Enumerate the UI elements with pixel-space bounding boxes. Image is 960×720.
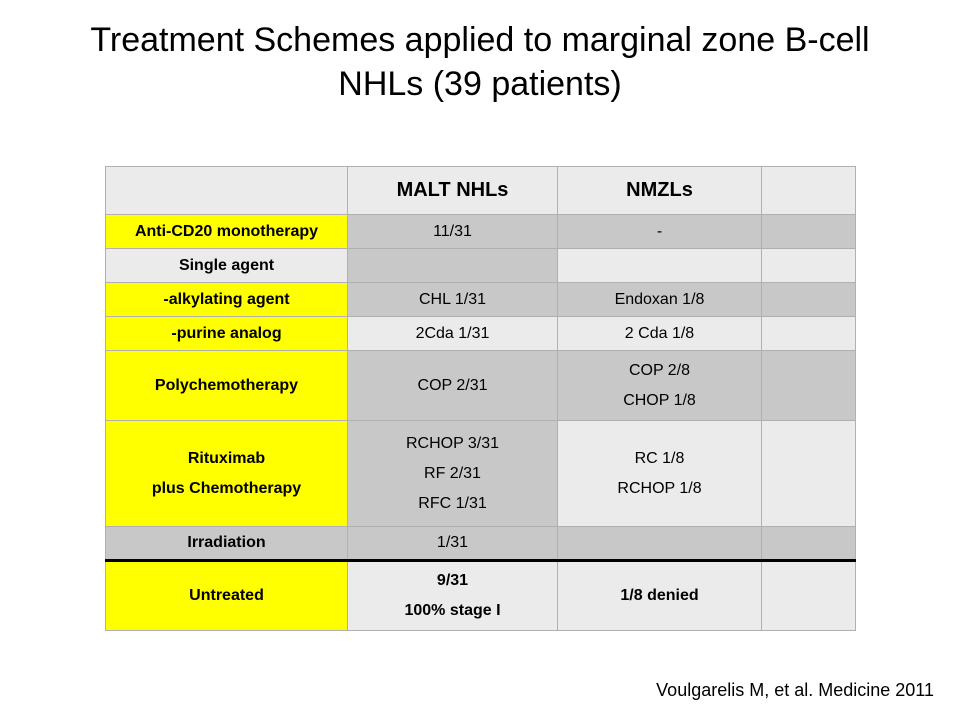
nmzl-cell — [558, 421, 762, 527]
row-label: Untreated — [106, 561, 348, 631]
malt-line: 100% stage I — [404, 602, 501, 619]
extra-cell — [762, 527, 856, 561]
malt-cell: 1/31 — [348, 527, 558, 561]
malt-cell — [348, 249, 558, 283]
nmzl-cell: - — [558, 215, 762, 249]
table-row-irradiation — [106, 527, 856, 561]
treatment-table — [105, 166, 856, 631]
malt-cell: 11/31 — [348, 215, 558, 249]
row-label — [106, 421, 348, 527]
nmzl-cell — [558, 527, 762, 561]
header-extra-cell — [762, 167, 856, 215]
malt-cell — [348, 561, 558, 631]
header-malt: MALT NHLs — [348, 167, 558, 215]
malt-line: RF 2/31 — [424, 464, 481, 482]
malt-line: 9/31 — [436, 572, 469, 589]
nmzl-cell: 2 Cda 1/8 — [558, 317, 762, 351]
nmzl-cell: Endoxan 1/8 — [558, 283, 762, 317]
row-label-line: Rituximab — [187, 449, 266, 467]
row-label: Irradiation — [106, 527, 348, 561]
malt-line: RCHOP 3/31 — [405, 434, 500, 452]
table-row-single-agent — [106, 249, 856, 283]
extra-cell — [762, 351, 856, 421]
slide-title — [0, 18, 960, 106]
table-row-polychemotherapy — [106, 351, 856, 421]
extra-cell — [762, 249, 856, 283]
table-row-untreated — [106, 561, 856, 631]
table-row-anti-cd20 — [106, 215, 856, 249]
malt-cell: 2Cda 1/31 — [348, 317, 558, 351]
row-label: -purine analog — [106, 317, 348, 351]
nmzl-line: RC 1/8 — [634, 449, 685, 467]
extra-cell — [762, 421, 856, 527]
row-label: Polychemotherapy — [106, 351, 348, 421]
extra-cell — [762, 317, 856, 351]
extra-cell — [762, 215, 856, 249]
table-row-alkylating — [106, 283, 856, 317]
table-row-purine — [106, 317, 856, 351]
citation: Voulgarelis M, et al. Medicine 2011 — [656, 680, 934, 700]
header-nmzl: NMZLs — [558, 167, 762, 215]
nmzl-cell — [558, 351, 762, 421]
header-row — [106, 167, 856, 215]
row-label-line: plus Chemotherapy — [151, 479, 302, 497]
table-row-rituximab — [106, 421, 856, 527]
extra-cell — [762, 561, 856, 631]
title-line-2: NHLs (39 patients) — [338, 65, 622, 103]
malt-line: RFC 1/31 — [418, 494, 487, 512]
malt-cell: CHL 1/31 — [348, 283, 558, 317]
header-corner-cell — [106, 167, 348, 215]
nmzl-cell — [558, 249, 762, 283]
nmzl-line: COP 2/8 — [628, 361, 691, 379]
row-label: Anti-CD20 monotherapy — [106, 215, 348, 249]
row-label: -alkylating agent — [106, 283, 348, 317]
malt-cell: COP 2/31 — [348, 351, 558, 421]
row-label: Single agent — [106, 249, 348, 283]
title-line-1: Treatment Schemes applied to marginal zone B-cell — [90, 21, 870, 59]
nmzl-line: RCHOP 1/8 — [617, 479, 702, 497]
nmzl-cell: 1/8 denied — [558, 561, 762, 631]
extra-cell — [762, 283, 856, 317]
nmzl-line: CHOP 1/8 — [623, 391, 696, 409]
malt-cell — [348, 421, 558, 527]
